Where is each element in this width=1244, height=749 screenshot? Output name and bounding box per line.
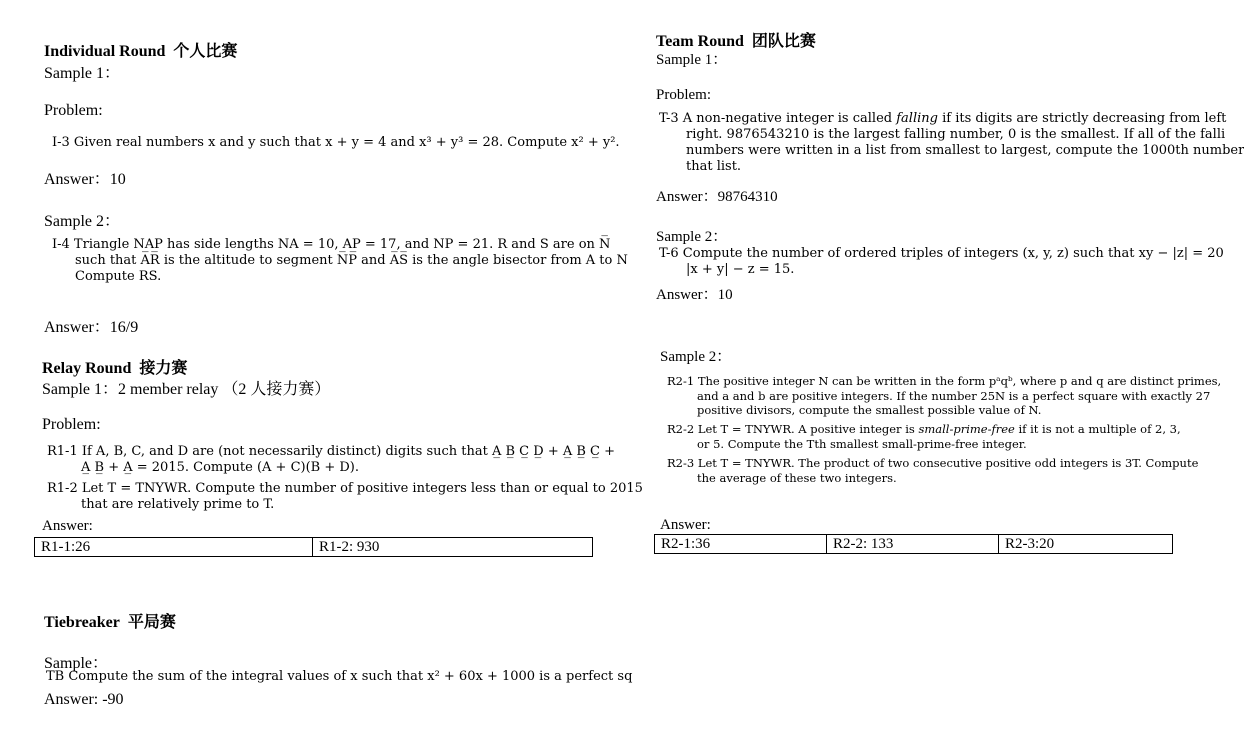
tiebreaker-title-cn: 平局赛 xyxy=(127,614,176,631)
relay-sample1-label: Sample 1：2 member relay （2 人接力赛） xyxy=(42,381,331,398)
relay-answer-label: Answer: xyxy=(42,518,93,534)
tiebreaker-answer: Answer: -90 xyxy=(44,691,124,708)
r2-1-line3: positive divisors, compute the smallest possible value of N. xyxy=(697,403,1042,417)
individual-round-title xyxy=(44,38,237,61)
table-row xyxy=(35,538,593,557)
tiebreaker-title-en: Tiebreaker xyxy=(44,614,120,631)
t3-text-b: if its digits are strictly decreasing from left xyxy=(937,111,1227,126)
individual-title-en: Individual Round xyxy=(44,43,166,60)
relay1-answer-table xyxy=(34,537,593,557)
r2-2-line1 xyxy=(667,422,1181,437)
r2-2-text-b: if it is not a multiple of 2, 3, xyxy=(1014,422,1181,436)
individual-problem-label: Problem: xyxy=(44,102,103,119)
individual-problem-i3: I-3 Given real numbers x and y such that x + y = 4 and x³ + y³ = 28. Compute x² + y². xyxy=(52,135,620,150)
r2-1-line2: and a and b are positive integers. If the number 25N is a perfect square with exactly 27 xyxy=(697,388,1211,403)
r2-2-text-em: small-prime-free xyxy=(918,422,1015,436)
i4-line2: such that A̅R̅ is the altitude to segment N̅P̅ and A̅S̅ is the angle bisector from A to N xyxy=(75,253,628,268)
t6-line1: T-6 Compute the number of ordered triples of integers (x, y, z) such that xy − |z| = 20 xyxy=(659,246,1224,261)
r2-1-line1: R2-1 The positive integer N can be written in the form pᵃqᵇ, where p and q are distinct primes, xyxy=(667,374,1222,388)
tiebreaker-problem: TB Compute the sum of the integral values of x such that x² + 60x + 1000 is a perfect sq xyxy=(46,669,633,684)
t6-line2: |x + y| − z = 15. xyxy=(686,262,795,277)
r2-3-line1: R2-3 Let T = TNYWR. The product of two consecutive positive odd integers is 3T. Compute xyxy=(667,456,1199,470)
relay2-answer-table xyxy=(654,534,1173,554)
individual-answer2: Answer：16/9 xyxy=(44,319,139,336)
team-title-cn: 团队比赛 xyxy=(751,33,816,50)
r1-2-line2: that are relatively prime to T. xyxy=(81,497,275,512)
answer-cell: R1-1:26 xyxy=(35,538,313,557)
relay2-problem-r2-2 xyxy=(667,422,1181,452)
team-sample1-label: Sample 1： xyxy=(656,52,728,68)
answer-cell: R2-1:36 xyxy=(655,535,827,554)
individual-title-cn: 个人比赛 xyxy=(173,43,238,60)
r2-2-line2: or 5. Compute the Tth smallest small-prime-free integer. xyxy=(697,436,1027,451)
individual-problem-i4 xyxy=(52,237,628,285)
r1-1-line1: R1-1 If A, B, C, and D are (not necessarily distinct) digits such that A̲ B̲ C̲ D̲ + A̲ B̲ C̲ + xyxy=(47,444,616,459)
t3-line1 xyxy=(659,111,1227,127)
relay-problem-r1-1 xyxy=(47,444,616,478)
r2-3-line2: the average of these two integers. xyxy=(697,470,897,485)
answer-cell: R1-2: 930 xyxy=(313,538,593,557)
team-problem-t6 xyxy=(659,246,1224,280)
relay-title-cn: 接力赛 xyxy=(139,360,188,377)
tiebreaker-title xyxy=(44,609,176,632)
table-row xyxy=(655,535,1173,554)
answer-cell: R2-2: 133 xyxy=(827,535,999,554)
relay2-problem-r2-3 xyxy=(667,456,1199,486)
answer-cell: R2-3:20 xyxy=(999,535,1173,554)
team-title-en: Team Round xyxy=(656,33,744,50)
r1-1-line2: A̲ B̲ + A̲ = 2015. Compute (A + C)(B + D). xyxy=(81,460,360,475)
team-sample2-label: Sample 2： xyxy=(656,229,728,245)
individual-answer1: Answer：10 xyxy=(44,171,126,188)
i4-line3: Compute RS. xyxy=(75,269,162,284)
team-problem-label: Problem: xyxy=(656,87,711,103)
relay-title-en: Relay Round xyxy=(42,360,132,377)
relay-problem-r1-2 xyxy=(47,481,643,512)
relay2-problem-r2-1 xyxy=(667,374,1222,420)
relay-problem-label: Problem: xyxy=(42,416,101,433)
team-answer1: Answer：98764310 xyxy=(656,189,778,205)
t3-line3: numbers were written in a list from smallest to largest, compute the 1000th number xyxy=(686,143,1244,158)
t3-line2: right. 9876543210 is the largest falling number, 0 is the smallest. If all of the falli xyxy=(686,127,1226,142)
relay2-answer-label: Answer: xyxy=(660,517,711,533)
individual-sample2-label: Sample 2： xyxy=(44,213,120,230)
t3-text-a: T-3 A non-negative integer is called xyxy=(659,111,897,126)
t3-line4: that list. xyxy=(686,159,742,174)
t3-text-em: falling xyxy=(896,111,938,126)
r1-2-line1: R1-2 Let T = TNYWR. Compute the number of positive integers less than or equal to 2015 xyxy=(47,481,643,496)
team-answer2: Answer：10 xyxy=(656,287,733,303)
i4-line1: I-4 Triangle NAP has side lengths NA = 10, AP = 17, and NP = 21. R and S are on N̅ xyxy=(52,237,611,252)
individual-sample1-label: Sample 1： xyxy=(44,65,120,82)
tiebreaker-sample-label: Sample： xyxy=(44,655,108,672)
relay2-sample2-label: Sample 2： xyxy=(660,349,732,365)
r2-2-text-a: R2-2 Let T = TNYWR. A positive integer is xyxy=(667,422,919,436)
relay-round-title xyxy=(42,355,187,378)
team-problem-t3 xyxy=(659,111,1244,175)
